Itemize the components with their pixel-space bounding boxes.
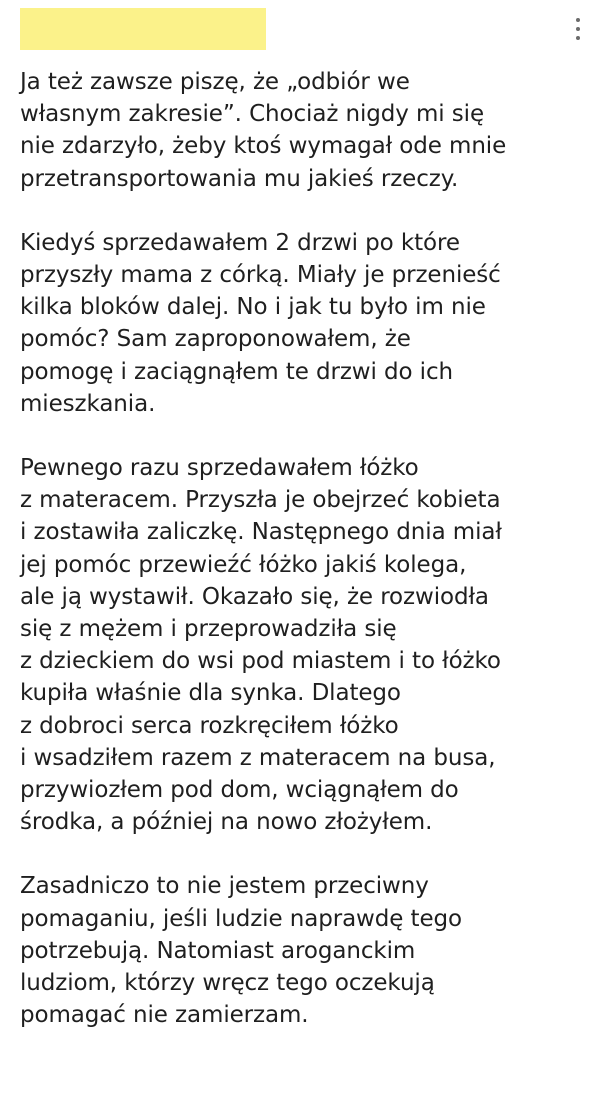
text-line: środka, a później na nowo złożyłem. xyxy=(20,809,433,836)
text-line: i wsadziłem razem z materacem na busa, xyxy=(20,744,496,771)
text-line: ludziom, którzy wręcz tego oczekują xyxy=(20,970,435,997)
text-line: Pewnego razu sprzedawałem łóżko xyxy=(20,455,419,482)
menu-dot xyxy=(576,18,580,22)
text-line: przetransportowania mu jakieś rzeczy. xyxy=(20,165,459,192)
text-line: kilka bloków dalej. No i jak tu było im nie xyxy=(20,294,486,321)
text-line: się z mężem i przeprowadziła się xyxy=(20,616,397,643)
text-line: własnym zakresie”. Chociaż nigdy mi się xyxy=(20,101,485,128)
text-line: przyszły mama z córką. Miały je przenieść xyxy=(20,262,501,289)
paragraph xyxy=(20,452,596,838)
paragraph xyxy=(20,870,596,1031)
text-line: Kiedyś sprzedawałem 2 drzwi po które xyxy=(20,229,460,256)
text-line: pomóc? Sam zaproponowałem, że xyxy=(20,326,411,353)
text-line: Zasadniczo to nie jestem przeciwny xyxy=(20,873,429,900)
text-line: i zostawiła zaliczkę. Następnego dnia miał xyxy=(20,519,502,546)
text-line: przywiozłem pod dom, wciągnąłem do xyxy=(20,777,459,804)
more-options-icon[interactable] xyxy=(568,14,588,44)
text-line: kupiła właśnie dla synka. Dlatego xyxy=(20,680,401,707)
text-line: nie zdarzyło, żeby ktoś wymagał ode mnie xyxy=(20,133,507,160)
text-line: z dzieckiem do wsi pod miastem i to łóżko xyxy=(20,648,501,675)
paragraph xyxy=(20,66,596,195)
text-line: potrzebują. Natomiast aroganckim xyxy=(20,937,416,964)
text-line: mieszkania. xyxy=(20,390,156,417)
paragraph xyxy=(20,227,596,420)
redacted-username xyxy=(20,8,266,50)
text-line: ale ją wystawił. Okazało się, że rozwiodła xyxy=(20,583,489,610)
menu-dot xyxy=(576,36,580,40)
text-line: pomaganiu, jeśli ludzie naprawdę tego xyxy=(20,905,462,932)
text-line: jej pomóc przewieźć łóżko jakiś kolega, xyxy=(20,551,467,578)
post-body xyxy=(20,66,596,1031)
text-line: z materacem. Przyszła je obejrzeć kobieta xyxy=(20,487,501,514)
menu-dot xyxy=(576,27,580,31)
text-line: Ja też zawsze piszę, że „odbiór we xyxy=(20,69,410,95)
text-line: z dobroci serca rozkręciłem łóżko xyxy=(20,712,399,739)
text-line: pomagać nie zamierzam. xyxy=(20,1002,309,1029)
text-line: pomogę i zaciągnąłem te drzwi do ich xyxy=(20,358,453,385)
